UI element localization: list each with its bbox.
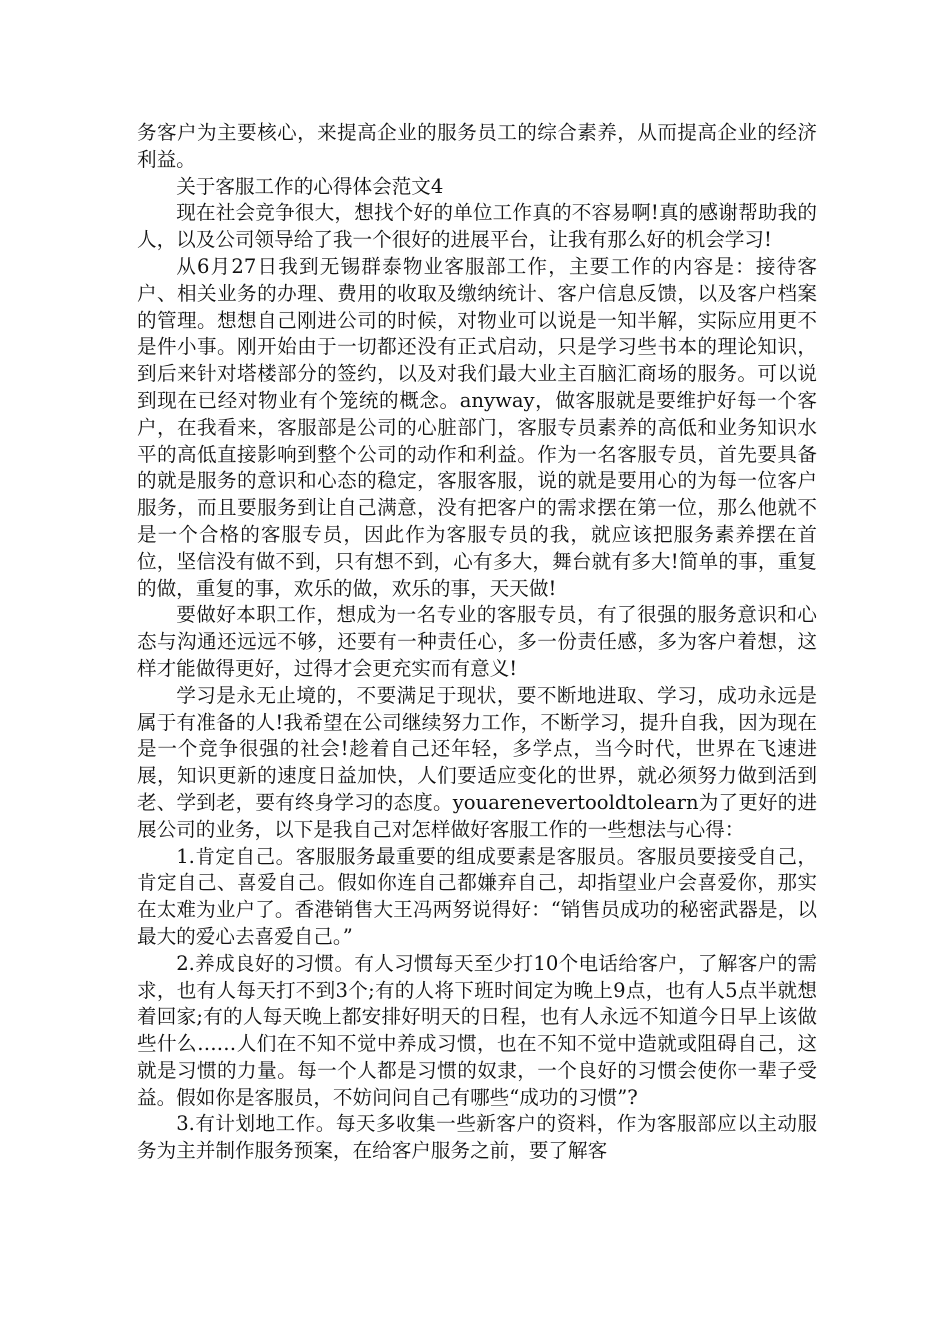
paragraph: 学习是永无止境的，不要满足于现状，要不断地进取、学习，成功永远是属于有准备的人!我希望在公司继续努力工作，不断学习，提升自我，因为现在是一个竞争很强的社会!趁着自己还年轻，多学点，当今时代，世界在飞速进展，知识更新的速度日益加快，人们要适应变化的世界，就必须努力做到活到老、学到老，要有终身学习的态度。youarenevertooldtolearn为了更好的进展公司的业务，以下是我自己对怎样做好客服工作的一些想法与心得： bbox=[137, 683, 817, 841]
section-heading: 关于客服工作的心得体会范文4 bbox=[176, 174, 444, 198]
paragraph: 现在社会竞争很大，想找个好的单位工作真的不容易啊!真的感谢帮助我的人，以及公司领导给了我一个很好的进展平台，让我有那么好的机会学习! bbox=[137, 201, 817, 252]
paragraph: 从6月27日我到无锡群泰物业客服部工作，主要工作的内容是：接待客户、相关业务的办理、费用的收取及缴纳统计、客户信息反馈，以及客户档案的管理。想想自己刚进公司的时候，对物业可以说是一知半解，实际应用更不是件小事。刚开始由于一切都还没有正式启动，只是学习些书本的理论知识，到后来针对塔楼部分的签约，以及对我们最大业主百脑汇商场的服务。可以说到现在已经对物业有个笼统的概念。anyway，做客服就是要维护好每一个客户，在我看来，客服部是公司的心脏部门，客服专员素养的高低和业务知识水平的高低直接影响到整个公司的动作和利益。作为一名客服专员，首先要具备的就是服务的意识和心态的稳定，客服客服，说的就是要用心的为每一位客户服务，而且要服务到让自己满意，没有把客户的需求摆在第一位，那么他就不是一个合格的客服专员，因此作为客服专员的我，就应该把服务素养摆在首位，坚信没有做不到，只有想不到，心有多大，舞台就有多大!简单的事，重复的做，重复的事，欢乐的做，欢乐的事，天天做! bbox=[137, 254, 817, 600]
document-page bbox=[137, 120, 817, 1165]
paragraph: 要做好本职工作，想成为一名专业的客服专员，有了很强的服务意识和心态与沟通还远远不够，还要有一种责任心，多一份责任感，多为客户着想，这样才能做得更好，过得才会更充实而有意义! bbox=[137, 603, 817, 680]
paragraph: 务客户为主要核心，来提高企业的服务员工的综合素养，从而提高企业的经济利益。 bbox=[137, 121, 817, 171]
list-item: 3.有计划地工作。每天多收集一些新客户的资料，作为客服部应以主动服务为主并制作服务预案，在给客户服务之前，要了解客 bbox=[137, 1112, 817, 1163]
list-item: 2.养成良好的习惯。有人习惯每天至少打10个电话给客户，了解客户的需求，也有人每天打不到3个;有的人将下班时间定为晚上9点，也有人5点半就想着回家;有的人每天晚上都安排好明天的日程，也有人永远不知道今日早上该做些什么……人们在不知不觉中养成习惯，也在不知不觉中造就或阻碍自己，这就是习惯的力量。每一个人都是习惯的奴隶，一个良好的习惯会使你一辈子受益。假如你是客服员，不妨问问自己有哪些“成功的习惯”? bbox=[137, 951, 817, 1109]
list-item: 1.肯定自己。客服服务最重要的组成要素是客服员。客服员要接受自己，肯定自己、喜爱自己。假如你连自己都嫌弃自己，却指望业户会喜爱你，那实在太难为业户了。香港销售大王冯两努说得好：“销售员成功的秘密武器是，以最大的爱心去喜爱自己。” bbox=[137, 844, 817, 948]
